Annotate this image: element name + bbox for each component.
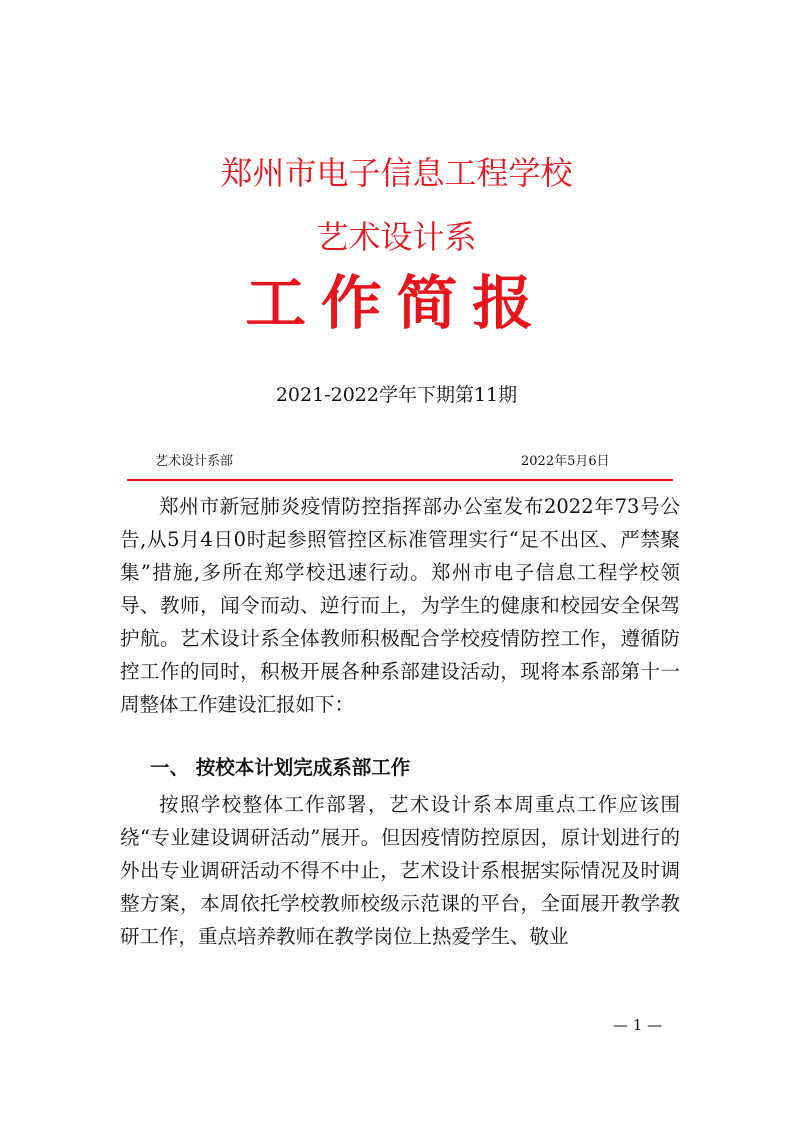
body-paragraph: 郑州市新冠肺炎疫情防控指挥部办公室发布2022年73号公告,从5月4日0时起参照管控区标准管理实行“足不出区、严禁聚集”措施,多所在郑学校迅速行动。郑州市电子信息工程学校领导、教师，闻令而动、逆行而上，为学生的健康和校园安全保驾护航。艺术设计系全体教师积极配合学校疫情防控工作，遵循防控工作的同时，积极开展各种系部建设活动，现将本系部第十一周整体工作建设汇报如下： xyxy=(120,495,680,716)
header-divider xyxy=(127,479,673,481)
report-title: 工作简报 xyxy=(245,269,548,337)
page-number: — 1 — xyxy=(613,1016,663,1034)
org-title: 郑州市电子信息工程学校 xyxy=(220,154,573,192)
body-paragraph: 按照学校整体工作部署，艺术设计系本周重点工作应该围绕“专业建设调研活动”展开。但因疫情防控原因，原计划进行的外出专业调研活动不得不中止，艺术设计系根据实际情况及时调整方案，本周依托学校教师校级示范课的平台，全面展开教学教研工作，重点培养教师在教学岗位上热爱学生、敬业 xyxy=(120,793,680,948)
dept-title: 艺术设计系 xyxy=(316,218,477,256)
department-label: 艺术设计系部 xyxy=(155,454,234,469)
section-heading: 一、 按校本计划完成系部工作 xyxy=(150,756,411,779)
issue-number: 2021-2022学年下期第11期 xyxy=(275,384,518,406)
date-label: 2022年5月6日 xyxy=(521,454,610,469)
